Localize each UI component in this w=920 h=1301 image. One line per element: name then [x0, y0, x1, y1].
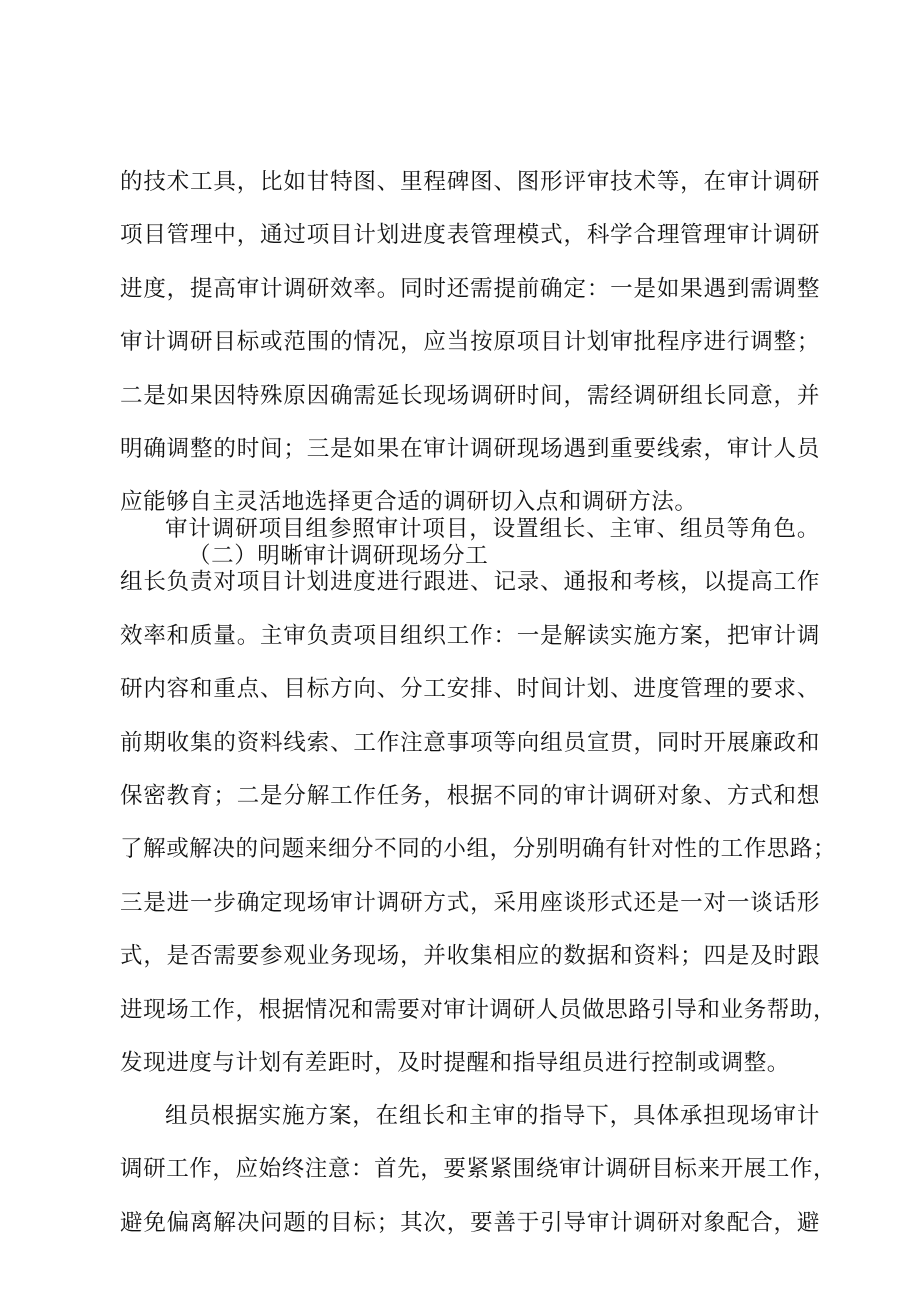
paragraph-line: 组员根据实施方案，在组长和主审的指导下，具体承担现场审计 — [165, 1103, 820, 1129]
paragraph-line: 效率和质量。主审负责项目组织工作：一是解读实施方案，把审计调 — [120, 622, 820, 649]
paragraph-3 — [120, 1090, 837, 1250]
paragraph-line: 研内容和重点、目标方向、分工安排、时间计划、进度管理的要求、 — [120, 676, 820, 703]
paragraph-line: 避免偏离解决问题的目标；其次，要善于引导审计调研对象配合，避 — [120, 1209, 820, 1236]
section-heading: （二）明晰审计调研现场分工 — [188, 542, 489, 569]
paragraph-line: 组长负责对项目计划进度进行跟进、记录、通报和考核，以提高工作 — [120, 569, 820, 596]
paragraph-line: 发现进度与计划有差距时，及时提醒和指导组员进行控制或调整。 — [120, 1049, 790, 1076]
paragraph-line: 前期收集的资料线索、工作注意事项等向组员宣贯，同时开展廉政和 — [120, 729, 820, 756]
paragraph-line: 审计调研目标或范围的情况，应当按原项目计划审批程序进行调整； — [120, 329, 820, 356]
paragraph-line: 三是进一步确定现场审计调研方式，采用座谈形式还是一对一谈话形 — [120, 889, 820, 916]
paragraph-line: 应能够自主灵活地选择更合适的调研切入点和调研方法。 — [120, 489, 698, 516]
paragraph-line: 进度，提高审计调研效率。同时还需提前确定：一是如果遇到需调整 — [120, 275, 820, 302]
paragraph-line: 保密教育；二是分解工作任务，根据不同的审计调研对象、方式和想 — [120, 782, 820, 809]
paragraph-line: 进现场工作，根据情况和需要对审计调研人员做思路引导和业务帮助， — [120, 996, 837, 1023]
paragraph-line: 审计调研项目组参照审计项目，设置组长、主审、组员等角色。 — [165, 516, 820, 542]
paragraph-line: 了解或解决的问题来细分不同的小组，分别明确有针对性的工作思路； — [120, 836, 837, 863]
paragraph-line: 调研工作，应始终注意：首先，要紧紧围绕审计调研目标来开展工作， — [120, 1156, 837, 1183]
paragraph-line: 二是如果因特殊原因确需延长现场调研时间，需经调研组长同意，并 — [120, 382, 820, 409]
paragraph-2 — [120, 503, 837, 1090]
paragraph-line: 式，是否需要参观业务现场，并收集相应的数据和资料；四是及时跟 — [120, 943, 820, 970]
paragraph-line: 明确调整的时间；三是如果在审计调研现场遇到重要线索，审计人员 — [120, 435, 820, 462]
paragraph-line: 的技术工具，比如甘特图、里程碑图、图形评审技术等，在审计调研 — [120, 169, 820, 195]
paragraph-line: 项目管理中，通过项目计划进度表管理模式，科学合理管理审计调研 — [120, 222, 820, 249]
